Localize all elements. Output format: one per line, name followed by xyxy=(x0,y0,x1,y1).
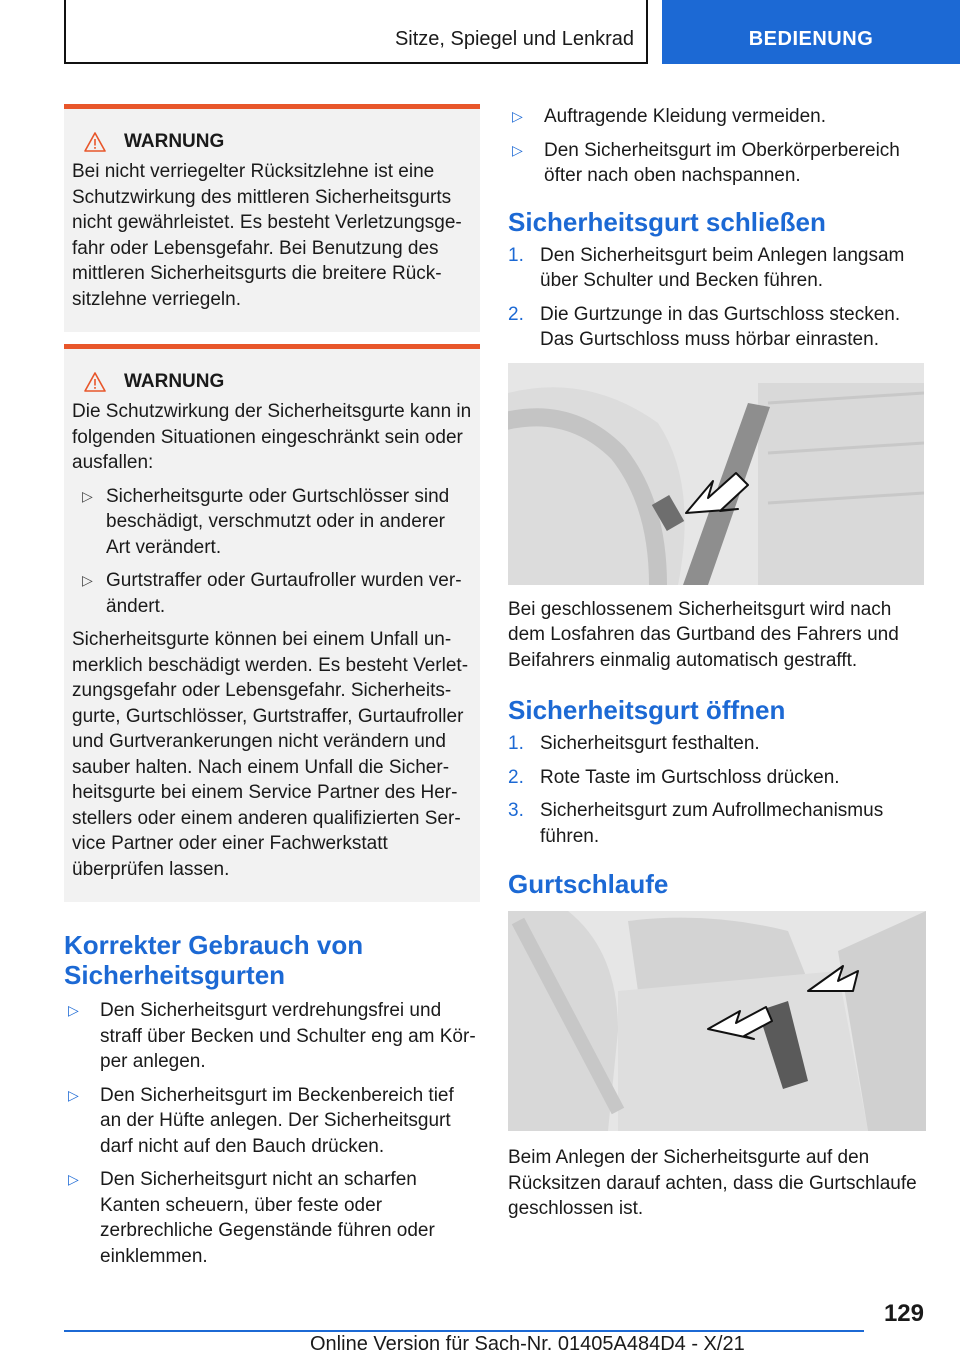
loop-note: Beim Anlegen der Sicherheitsgurte auf den Rücksitzen darauf achten, dass die Gurtschlaufe geschlossen ist. xyxy=(508,1147,917,1219)
section-heading: Sicherheitsgurt schließen xyxy=(508,206,826,237)
list-item: 3. Sicherheitsgurt zum Aufrollmechanismus führen. xyxy=(508,800,884,847)
list-item: 1. Den Sicherheitsgurt beim Anlegen langsam über Schulter und Becken führen. xyxy=(508,244,905,291)
belt-loop-illustration xyxy=(508,911,926,1131)
chapter-title: Sitze, Spiegel und Lenkrad xyxy=(394,28,634,50)
section-heading: Gurtschlaufe xyxy=(508,869,669,899)
footer-rule xyxy=(64,1330,864,1332)
close-note: Bei geschlossenem Sicherheitsgurt wird nach dem Losfahren das Gurtband des Fahrers und Beifahrers einmalig automatisch gestrafft. xyxy=(508,598,899,671)
section-heading: Korrekter Gebrauch von Sicherheitsgurten xyxy=(64,930,364,990)
online-version-text: Online Version für Sach-Nr. 01405A484D4 - X/21 xyxy=(310,1333,745,1355)
chapter-tab[interactable]: BEDIENUNG xyxy=(662,0,960,64)
warning-text: Bei nicht verriegelter Rücksitzlehne ist eine Schutzwirkung des mittleren Sicherheitsgurts nicht gewährleistet. Es besteht Verletzungsgefahr oder Lebensgefahr. Bei Benutzung des mittleren Sicherheitsgurts die breitere Rücksitzlehne verriegeln. xyxy=(72,161,462,310)
list-item: ▷ Sicherheitsgurte oder Gurtschlösser sind beschädigt, verschmutzt oder in anderer Art verändert. xyxy=(82,485,450,558)
warning-intro: Die Schutzwirkung der Sicherheitsgurte kann in folgenden Situationen eingeschränkt sein oder ausfallen: xyxy=(72,401,472,473)
header-frame xyxy=(64,0,648,64)
list-item: ▷ Auftragende Kleidung vermeiden. xyxy=(508,104,928,130)
belt-buckle-image xyxy=(508,363,924,585)
list-item: 2. Die Gurtzunge in das Gurtschloss stecken. Das Gurtschloss muss hörbar einrasten. xyxy=(508,303,901,350)
page-number: 129 xyxy=(883,1300,924,1327)
warning-header xyxy=(72,131,472,153)
list-item: 1. Sicherheitsgurt festhalten. xyxy=(508,733,760,754)
warning-triangle-icon xyxy=(84,132,106,152)
warning-box-1 xyxy=(64,104,480,332)
warning-text: Sicherheitsgurte können bei einem Unfall unmerklich beschädigt werden. Es besteht Verletzungsgefahr oder Lebensgefahr. Sicherheitsgurte, Gurtschlösser, Gurtstraffer, Gurtaufroller und Gurtverankerungen nicht verändern und sauber halten. Nach einem Unfall die Sicherheitsgurte bei einem Service Partner des Herstellers oder einem anderen qualifizierten Service Partner oder einer Fachwerkstatt überprüfen lassen. xyxy=(72,629,469,880)
belt-loop-image xyxy=(508,911,926,1131)
list-item: 2. Rote Taste im Gurtschloss drücken. xyxy=(508,766,840,788)
triangle-bullet-icon: ▷ xyxy=(68,1171,79,1187)
close-steps xyxy=(508,243,928,353)
triangle-bullet-icon: ▷ xyxy=(82,572,93,588)
section-heading: Sicherheitsgurt öffnen xyxy=(508,695,786,725)
open-steps xyxy=(508,731,928,849)
list-item: ▷ Den Sicherheitsgurt im Beckenbereich tief an der Hüfte anlegen. Der Sicherheitsgurt darf nicht auf den Bauch drücken. xyxy=(68,1084,454,1157)
list-item: ▷ Den Sicherheitsgurt nicht an scharfen Kanten scheuern, über feste oder zerbrechliche Gegenstände führen oder einklemmen. xyxy=(68,1169,435,1267)
warning-title: WARNUNG xyxy=(124,131,225,152)
list-item: ▷ Den Sicherheitsgurt im Oberkörperbereich öfter nach oben nachspannen. xyxy=(512,139,900,186)
triangle-bullet-icon: ▷ xyxy=(512,108,523,124)
top-bullet-list xyxy=(508,104,928,189)
triangle-bullet-icon: ▷ xyxy=(82,487,93,504)
warning-box-2 xyxy=(64,344,480,902)
triangle-bullet-icon: ▷ xyxy=(512,141,523,158)
list-item: ▷ Gurtstraffer oder Gurtaufroller wurden verändert. xyxy=(82,570,462,617)
warning-bullet-list xyxy=(72,484,472,620)
triangle-bullet-icon: ▷ xyxy=(68,1002,79,1018)
left-column xyxy=(64,104,480,1277)
warning-triangle-icon xyxy=(84,372,106,392)
belt-buckle-illustration xyxy=(508,363,924,585)
list-item: ▷ Den Sicherheitsgurt verdrehungsfrei und straff über Becken und Schulter eng am Körper anlegen. xyxy=(68,1000,476,1072)
triangle-bullet-icon: ▷ xyxy=(68,1086,79,1103)
warning-header xyxy=(72,371,472,393)
usage-bullet-list xyxy=(64,998,480,1269)
right-column xyxy=(508,104,928,1222)
warning-title: WARNUNG xyxy=(124,371,225,392)
